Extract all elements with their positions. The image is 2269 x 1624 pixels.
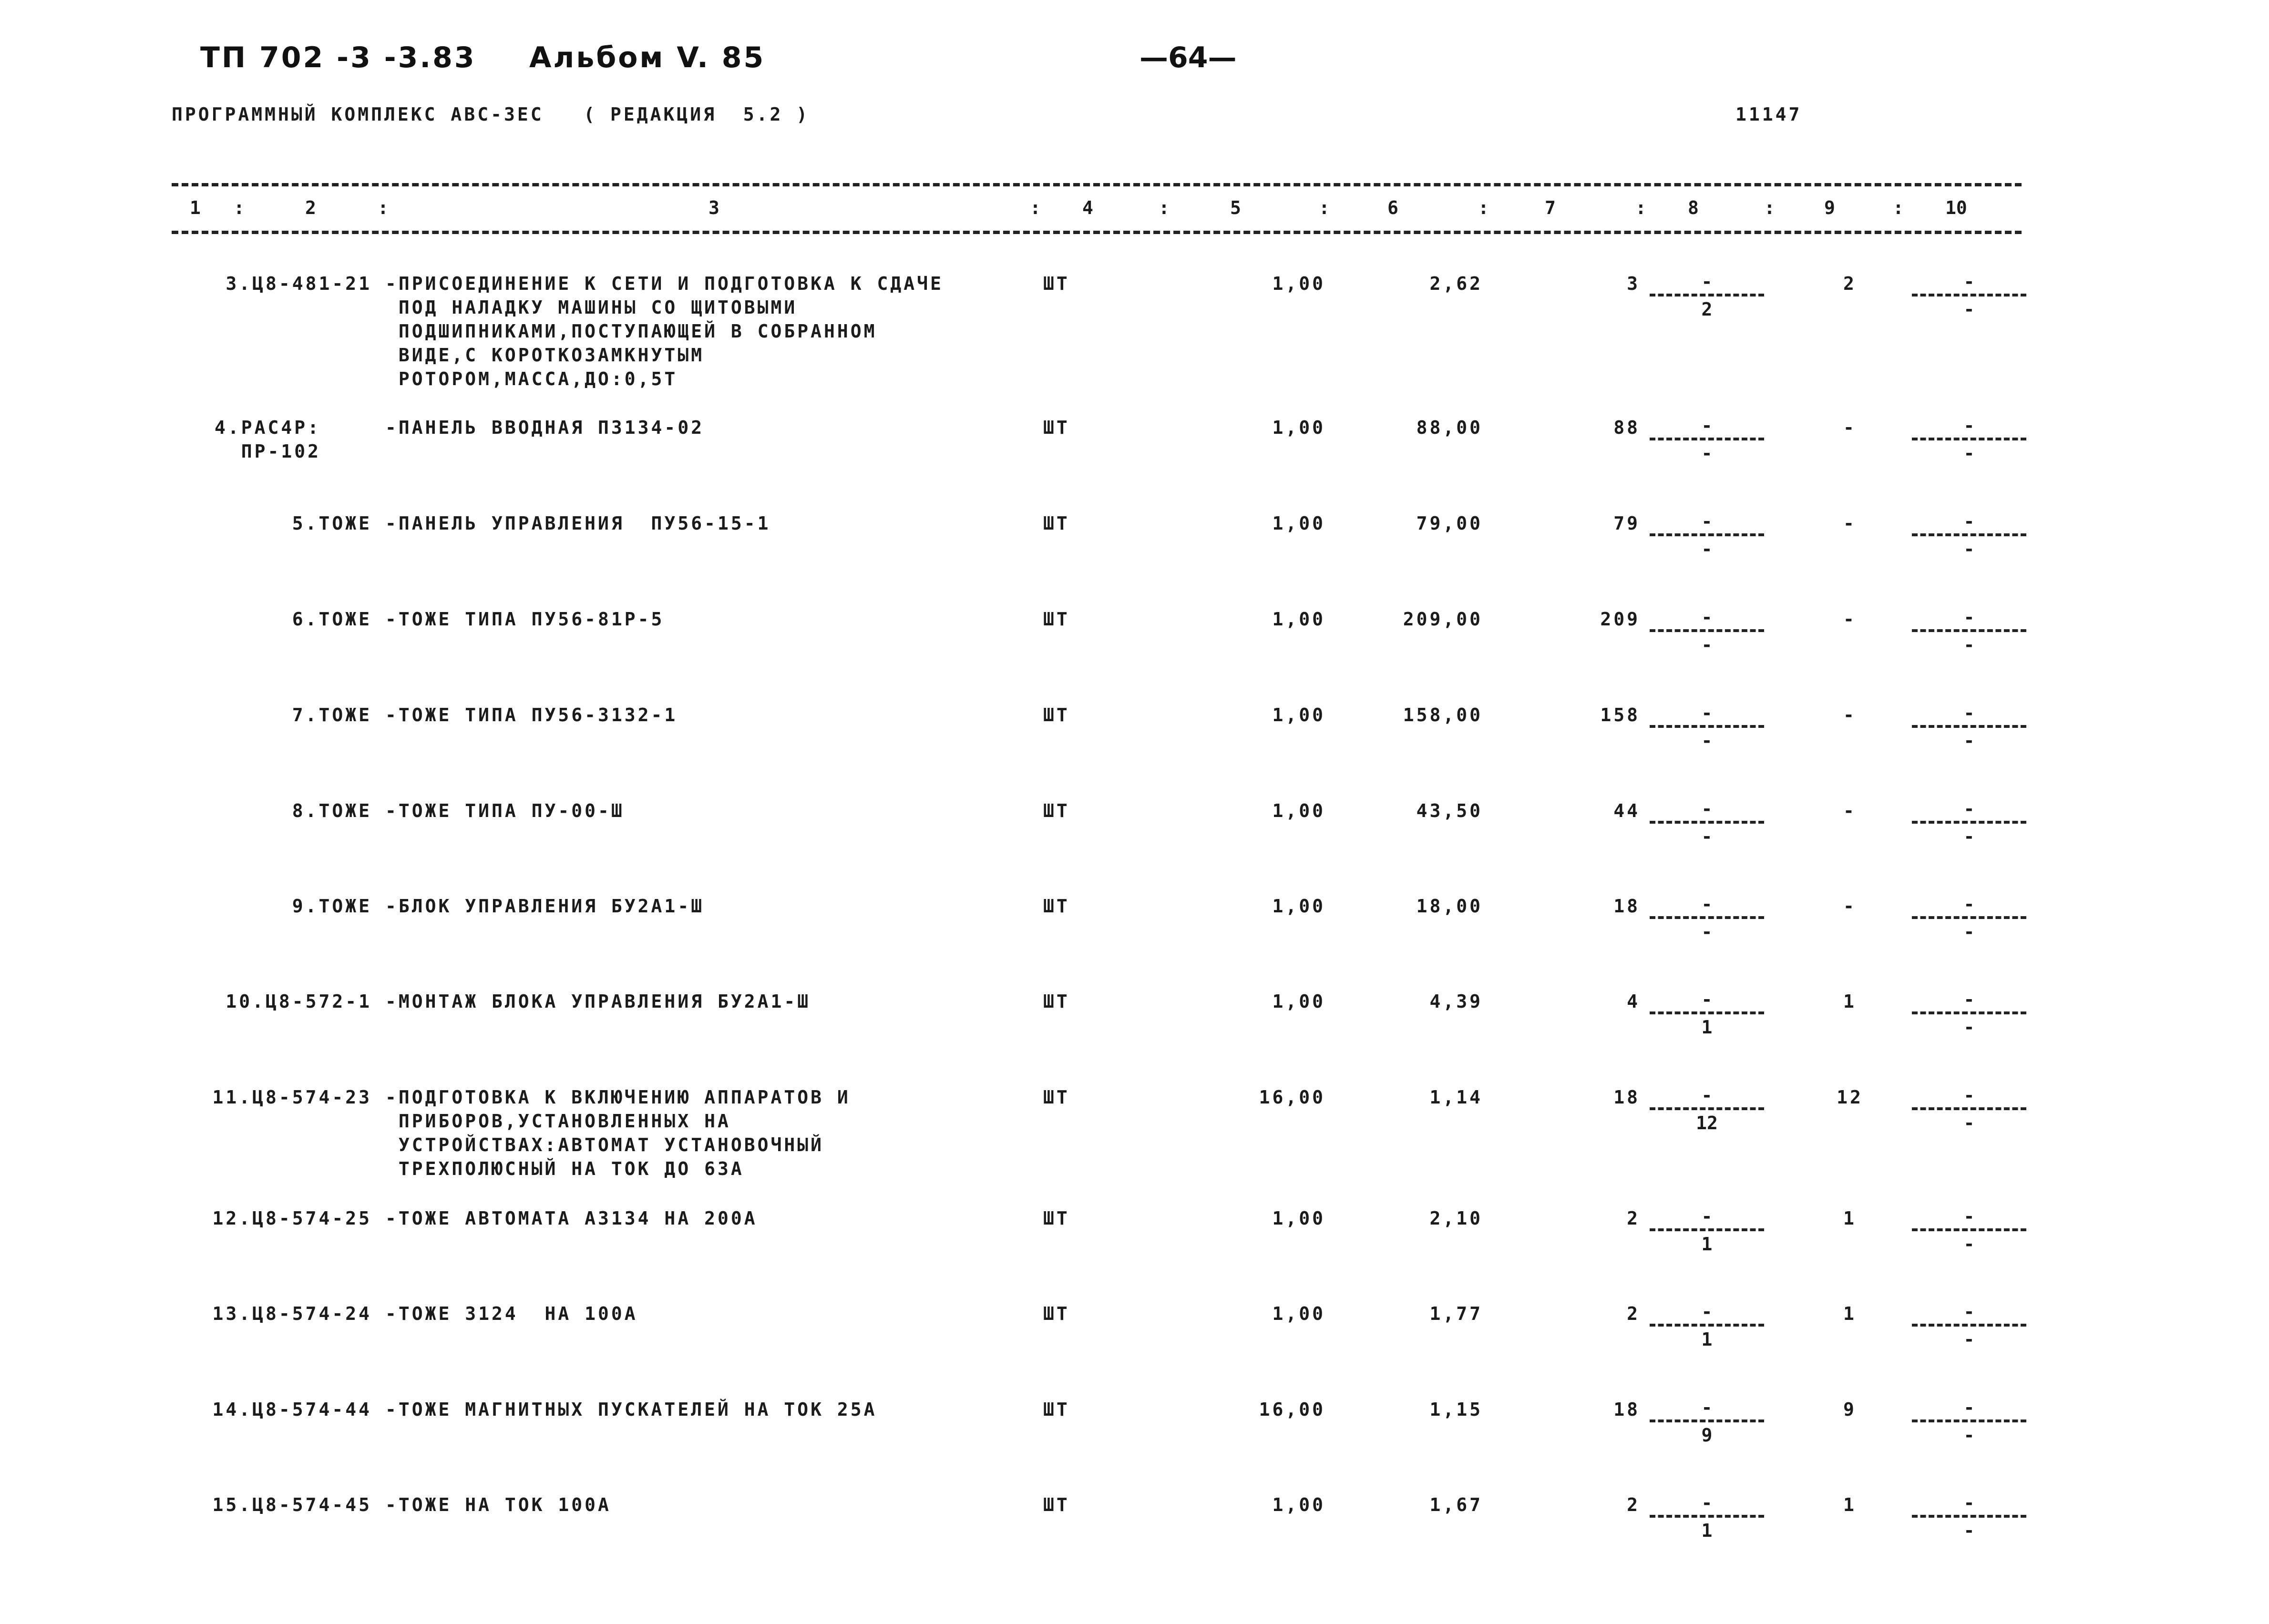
work-description: -БЛОК УПРАВЛЕНИЯ БУ2А1-Ш xyxy=(385,896,705,917)
column-8-fraction-fraction-bar xyxy=(1650,629,1764,632)
position-code: 3.Ц8-481-21 xyxy=(226,273,372,294)
quantity: 1,00 xyxy=(1272,1208,1325,1229)
unit-price: 43,50 xyxy=(1416,800,1483,821)
column-8-fraction-fraction-bar xyxy=(1650,1107,1764,1110)
total-cost: 209 xyxy=(1600,609,1640,630)
total-cost: 18 xyxy=(1613,1399,1640,1420)
column-8-fraction-numerator: - xyxy=(1701,1085,1713,1106)
column-8-fraction-fraction-bar xyxy=(1650,1420,1764,1422)
unit-of-measure: ШТ xyxy=(1043,1208,1070,1229)
header-top-rule xyxy=(172,183,2022,186)
unit-price: 4,39 xyxy=(1429,991,1483,1012)
column-8-fraction-denominator: 1 xyxy=(1701,1520,1713,1541)
column-10-fraction xyxy=(1912,1301,2026,1350)
column-9-value: 12 xyxy=(1837,1087,1863,1108)
unit-price: 1,15 xyxy=(1429,1399,1483,1420)
column-10-fraction-fraction-bar xyxy=(1912,1324,2026,1327)
column-8-fraction-numerator: - xyxy=(1701,415,1713,436)
position-code: 4.РАС4Р: ПР-102 xyxy=(215,417,321,462)
position-code: 11.Ц8-574-23 xyxy=(212,1087,372,1108)
column-number-5: 5 xyxy=(1230,197,1241,218)
column-8-fraction-numerator: - xyxy=(1701,1397,1713,1418)
column-9-value: 1 xyxy=(1843,1303,1857,1324)
header-bottom-rule xyxy=(172,231,2022,234)
quantity: 1,00 xyxy=(1272,1303,1325,1324)
unit-of-measure: ШТ xyxy=(1043,991,1070,1012)
column-8-fraction-denominator: - xyxy=(1701,634,1713,655)
column-8-fraction xyxy=(1650,511,1764,560)
column-10-fraction xyxy=(1912,1205,2026,1255)
quantity: 16,00 xyxy=(1259,1087,1325,1108)
quantity: 1,00 xyxy=(1272,1494,1325,1515)
column-8-fraction-numerator: - xyxy=(1701,1301,1713,1322)
column-10-fraction xyxy=(1912,606,2026,656)
unit-of-measure: ШТ xyxy=(1043,1303,1070,1324)
position-code: 10.Ц8-572-1 xyxy=(226,991,372,1012)
column-8-fraction-numerator: - xyxy=(1701,798,1713,819)
work-description: -ТОЖЕ НА ТОК 100А xyxy=(385,1494,611,1515)
handwritten-album-label: Альбом V. 85 xyxy=(529,41,766,74)
column-separator: : xyxy=(1635,197,1646,218)
unit-of-measure: ШТ xyxy=(1043,1087,1070,1108)
column-8-fraction xyxy=(1650,415,1764,464)
unit-of-measure: ШТ xyxy=(1043,417,1070,438)
column-8-fraction-fraction-bar xyxy=(1650,1228,1764,1231)
total-cost: 44 xyxy=(1613,800,1640,821)
position-code: 5.ТОЖЕ xyxy=(292,513,372,534)
work-description: -МОНТАЖ БЛОКА УПРАВЛЕНИЯ БУ2А1-Ш xyxy=(385,991,811,1012)
position-code: 14.Ц8-574-44 xyxy=(212,1399,372,1420)
column-8-fraction-numerator: - xyxy=(1701,607,1713,628)
column-10-fraction-denominator: - xyxy=(1963,921,1975,942)
column-8-fraction-denominator: - xyxy=(1701,730,1713,751)
position-code: 8.ТОЖЕ xyxy=(292,800,372,821)
work-description: -ТОЖЕ ТИПА ПУ56-3132-1 xyxy=(385,705,678,725)
column-8-fraction-denominator: - xyxy=(1701,539,1713,560)
total-cost: 79 xyxy=(1613,513,1640,534)
column-10-fraction xyxy=(1912,511,2026,560)
column-8-fraction xyxy=(1650,271,1764,320)
quantity: 1,00 xyxy=(1272,273,1325,294)
column-8-fraction xyxy=(1650,606,1764,656)
column-separator: : xyxy=(234,197,245,218)
column-10-fraction-fraction-bar xyxy=(1912,1011,2026,1014)
column-8-fraction xyxy=(1650,1205,1764,1255)
column-8-fraction xyxy=(1650,702,1764,752)
unit-price: 79,00 xyxy=(1416,513,1483,534)
position-code: 6.ТОЖЕ xyxy=(292,609,372,630)
column-10-fraction xyxy=(1912,1397,2026,1446)
column-number-2: 2 xyxy=(305,197,316,218)
column-8-fraction-denominator: 1 xyxy=(1701,1234,1713,1255)
column-separator: : xyxy=(1764,197,1775,218)
total-cost: 18 xyxy=(1613,896,1640,917)
unit-of-measure: ШТ xyxy=(1043,800,1070,821)
column-9-value: 2 xyxy=(1843,273,1857,294)
unit-of-measure: ШТ xyxy=(1043,609,1070,630)
total-cost: 2 xyxy=(1627,1303,1640,1324)
column-9-value: - xyxy=(1843,800,1857,821)
column-9-value: 1 xyxy=(1843,1494,1857,1515)
column-10-fraction-fraction-bar xyxy=(1912,438,2026,440)
column-10-fraction-numerator: - xyxy=(1963,607,1975,628)
column-10-fraction-fraction-bar xyxy=(1912,1228,2026,1231)
column-number-9: 9 xyxy=(1824,197,1835,218)
program-title: ПРОГРАММНЫЙ КОМПЛЕКС АВС-ЗЕС ( РЕДАКЦИЯ 5.2 ) xyxy=(172,104,810,125)
unit-price: 1,14 xyxy=(1429,1087,1483,1108)
unit-price: 158,00 xyxy=(1403,705,1483,725)
column-8-fraction-numerator: - xyxy=(1701,894,1713,915)
column-10-fraction-denominator: - xyxy=(1963,826,1975,847)
unit-of-measure: ШТ xyxy=(1043,1399,1070,1420)
column-8-fraction-fraction-bar xyxy=(1650,725,1764,728)
column-8-fraction xyxy=(1650,893,1764,943)
column-10-fraction xyxy=(1912,415,2026,464)
column-8-fraction xyxy=(1650,798,1764,848)
quantity: 1,00 xyxy=(1272,609,1325,630)
column-10-fraction-numerator: - xyxy=(1963,1492,1975,1513)
column-8-fraction-fraction-bar xyxy=(1650,1011,1764,1014)
column-10-fraction-numerator: - xyxy=(1963,271,1975,292)
unit-of-measure: ШТ xyxy=(1043,1494,1070,1515)
total-cost: 158 xyxy=(1600,705,1640,725)
column-10-fraction xyxy=(1912,893,2026,943)
column-10-fraction-denominator: - xyxy=(1963,1425,1975,1446)
column-separator: : xyxy=(378,197,389,218)
quantity: 1,00 xyxy=(1272,513,1325,534)
work-description: -ПРИСОЕДИНЕНИЕ К СЕТИ И ПОДГОТОВКА К СДАЧЕ ПОД НАЛАДКУ МАШИНЫ СО ЩИТОВЫМИ ПОДШИПНИКАМИ,ПОСТУПАЮЩЕЙ В СОБРАННОМ ВИДЕ,С КОРОТКОЗАМКНУТЫМ РОТОРОМ,МАССА,ДО:0,5Т xyxy=(385,273,944,389)
unit-price: 2,10 xyxy=(1429,1208,1483,1229)
column-10-fraction-denominator: - xyxy=(1963,1520,1975,1541)
column-10-fraction xyxy=(1912,271,2026,320)
unit-price: 2,62 xyxy=(1429,273,1483,294)
column-8-fraction-denominator: 9 xyxy=(1701,1425,1713,1446)
column-10-fraction xyxy=(1912,702,2026,752)
work-description: -ПАНЕЛЬ ВВОДНАЯ П3134-02 xyxy=(385,417,705,438)
total-cost: 4 xyxy=(1627,991,1640,1012)
quantity: 1,00 xyxy=(1272,896,1325,917)
column-10-fraction xyxy=(1912,798,2026,848)
column-9-value: - xyxy=(1843,705,1857,725)
column-8-fraction xyxy=(1650,1301,1764,1350)
column-number-10: 10 xyxy=(1945,197,1967,218)
column-10-fraction-numerator: - xyxy=(1963,415,1975,436)
quantity: 1,00 xyxy=(1272,417,1325,438)
column-10-fraction xyxy=(1912,1084,2026,1134)
total-cost: 2 xyxy=(1627,1208,1640,1229)
column-9-value: 1 xyxy=(1843,1208,1857,1229)
column-8-fraction-denominator: 2 xyxy=(1701,299,1713,320)
work-description: -ТОЖЕ МАГНИТНЫХ ПУСКАТЕЛЕЙ НА ТОК 25А xyxy=(385,1399,877,1420)
handwritten-project-code: ТП 702 -3 -3.83 xyxy=(200,41,476,74)
column-10-fraction-numerator: - xyxy=(1963,798,1975,819)
total-cost: 18 xyxy=(1613,1087,1640,1108)
unit-of-measure: ШТ xyxy=(1043,513,1070,534)
unit-price: 209,00 xyxy=(1403,609,1483,630)
column-10-fraction-fraction-bar xyxy=(1912,294,2026,296)
unit-price: 1,77 xyxy=(1429,1303,1483,1324)
column-10-fraction-fraction-bar xyxy=(1912,1420,2026,1422)
column-10-fraction-numerator: - xyxy=(1963,1397,1975,1418)
column-10-fraction-denominator: - xyxy=(1963,443,1975,464)
column-10-fraction-fraction-bar xyxy=(1912,821,2026,824)
position-code: 7.ТОЖЕ xyxy=(292,705,372,725)
column-10-fraction-denominator: - xyxy=(1963,299,1975,320)
work-description: -ПАНЕЛЬ УПРАВЛЕНИЯ ПУ56-15-1 xyxy=(385,513,771,534)
column-separator: : xyxy=(1893,197,1904,218)
position-code: 12.Ц8-574-25 xyxy=(212,1208,372,1229)
column-number-4: 4 xyxy=(1082,197,1093,218)
work-description: -ТОЖЕ АВТОМАТА А3134 НА 200А xyxy=(385,1208,758,1229)
quantity: 1,00 xyxy=(1272,991,1325,1012)
column-8-fraction-numerator: - xyxy=(1701,703,1713,724)
unit-price: 18,00 xyxy=(1416,896,1483,917)
column-8-fraction-numerator: - xyxy=(1701,271,1713,292)
column-number-6: 6 xyxy=(1387,197,1398,218)
column-10-fraction-numerator: - xyxy=(1963,1085,1975,1106)
column-10-fraction-numerator: - xyxy=(1963,989,1975,1010)
column-8-fraction-numerator: - xyxy=(1701,1492,1713,1513)
column-9-value: - xyxy=(1843,609,1857,630)
column-number-8: 8 xyxy=(1688,197,1699,218)
column-8-fraction-fraction-bar xyxy=(1650,821,1764,824)
quantity: 1,00 xyxy=(1272,705,1325,725)
column-8-fraction-numerator: - xyxy=(1701,989,1713,1010)
column-8-fraction-denominator: - xyxy=(1701,443,1713,464)
column-8-fraction-numerator: - xyxy=(1701,511,1713,532)
column-8-fraction-fraction-bar xyxy=(1650,916,1764,919)
position-code: 13.Ц8-574-24 xyxy=(212,1303,372,1324)
column-8-fraction-denominator: 12 xyxy=(1696,1113,1718,1134)
column-10-fraction-denominator: - xyxy=(1963,730,1975,751)
column-number-7: 7 xyxy=(1545,197,1556,218)
column-9-value: 9 xyxy=(1843,1399,1857,1420)
quantity: 1,00 xyxy=(1272,800,1325,821)
column-8-fraction-fraction-bar xyxy=(1650,1515,1764,1518)
column-number-1: 1 xyxy=(190,197,201,218)
column-10-fraction-denominator: - xyxy=(1963,539,1975,560)
document-number: 11147 xyxy=(1735,104,1802,125)
column-10-fraction xyxy=(1912,989,2026,1038)
column-10-fraction-denominator: - xyxy=(1963,1234,1975,1255)
column-10-fraction-numerator: - xyxy=(1963,894,1975,915)
quantity: 16,00 xyxy=(1259,1399,1325,1420)
column-10-fraction-denominator: - xyxy=(1963,1017,1975,1038)
column-10-fraction-fraction-bar xyxy=(1912,725,2026,728)
column-number-3: 3 xyxy=(708,197,719,218)
column-10-fraction-denominator: - xyxy=(1963,634,1975,655)
work-description: -ТОЖЕ 3124 НА 100А xyxy=(385,1303,638,1324)
unit-of-measure: ШТ xyxy=(1043,896,1070,917)
column-8-fraction-denominator: - xyxy=(1701,826,1713,847)
column-10-fraction-fraction-bar xyxy=(1912,1107,2026,1110)
column-9-value: - xyxy=(1843,417,1857,438)
column-10-fraction-fraction-bar xyxy=(1912,916,2026,919)
column-10-fraction-fraction-bar xyxy=(1912,629,2026,632)
column-8-fraction-fraction-bar xyxy=(1650,533,1764,536)
unit-price: 1,67 xyxy=(1429,1494,1483,1515)
column-8-fraction xyxy=(1650,1492,1764,1542)
column-separator: : xyxy=(1030,197,1041,218)
column-9-value: - xyxy=(1843,896,1857,917)
total-cost: 2 xyxy=(1627,1494,1640,1515)
column-8-fraction xyxy=(1650,989,1764,1038)
column-8-fraction-denominator: 1 xyxy=(1701,1017,1713,1038)
column-8-fraction xyxy=(1650,1397,1764,1446)
column-9-value: 1 xyxy=(1843,991,1857,1012)
column-10-fraction-numerator: - xyxy=(1963,703,1975,724)
column-8-fraction-denominator: - xyxy=(1701,921,1713,942)
column-9-value: - xyxy=(1843,513,1857,534)
column-8-fraction-numerator: - xyxy=(1701,1206,1713,1227)
total-cost: 88 xyxy=(1613,417,1640,438)
position-code: 9.ТОЖЕ xyxy=(292,896,372,917)
column-8-fraction xyxy=(1650,1084,1764,1134)
column-10-fraction-numerator: - xyxy=(1963,1301,1975,1322)
column-8-fraction-fraction-bar xyxy=(1650,1324,1764,1327)
column-10-fraction-denominator: - xyxy=(1963,1329,1975,1350)
work-description: -ТОЖЕ ТИПА ПУ56-81Р-5 xyxy=(385,609,665,630)
page-number: —64— xyxy=(1140,41,1237,74)
work-description: -ПОДГОТОВКА К ВКЛЮЧЕНИЮ АППАРАТОВ И ПРИБОРОВ,УСТАНОВЛЕННЫХ НА УСТРОЙСТВАХ:АВТОМАТ УСТАНОВОЧНЫЙ ТРЕХПОЛЮСНЫЙ НА ТОК ДО 63А xyxy=(385,1087,851,1179)
column-10-fraction-fraction-bar xyxy=(1912,533,2026,536)
column-10-fraction-numerator: - xyxy=(1963,511,1975,532)
total-cost: 3 xyxy=(1627,273,1640,294)
column-8-fraction-denominator: 1 xyxy=(1701,1329,1713,1350)
column-separator: : xyxy=(1478,197,1489,218)
column-10-fraction-denominator: - xyxy=(1963,1113,1975,1134)
column-separator: : xyxy=(1159,197,1170,218)
column-separator: : xyxy=(1319,197,1330,218)
column-8-fraction-fraction-bar xyxy=(1650,438,1764,440)
unit-of-measure: ШТ xyxy=(1043,273,1070,294)
unit-of-measure: ШТ xyxy=(1043,705,1070,725)
work-description: -ТОЖЕ ТИПА ПУ-00-Ш xyxy=(385,800,625,821)
column-10-fraction xyxy=(1912,1492,2026,1542)
column-8-fraction-fraction-bar xyxy=(1650,294,1764,296)
position-code: 15.Ц8-574-45 xyxy=(212,1494,372,1515)
column-10-fraction-fraction-bar xyxy=(1912,1515,2026,1518)
column-10-fraction-numerator: - xyxy=(1963,1206,1975,1227)
unit-price: 88,00 xyxy=(1416,417,1483,438)
